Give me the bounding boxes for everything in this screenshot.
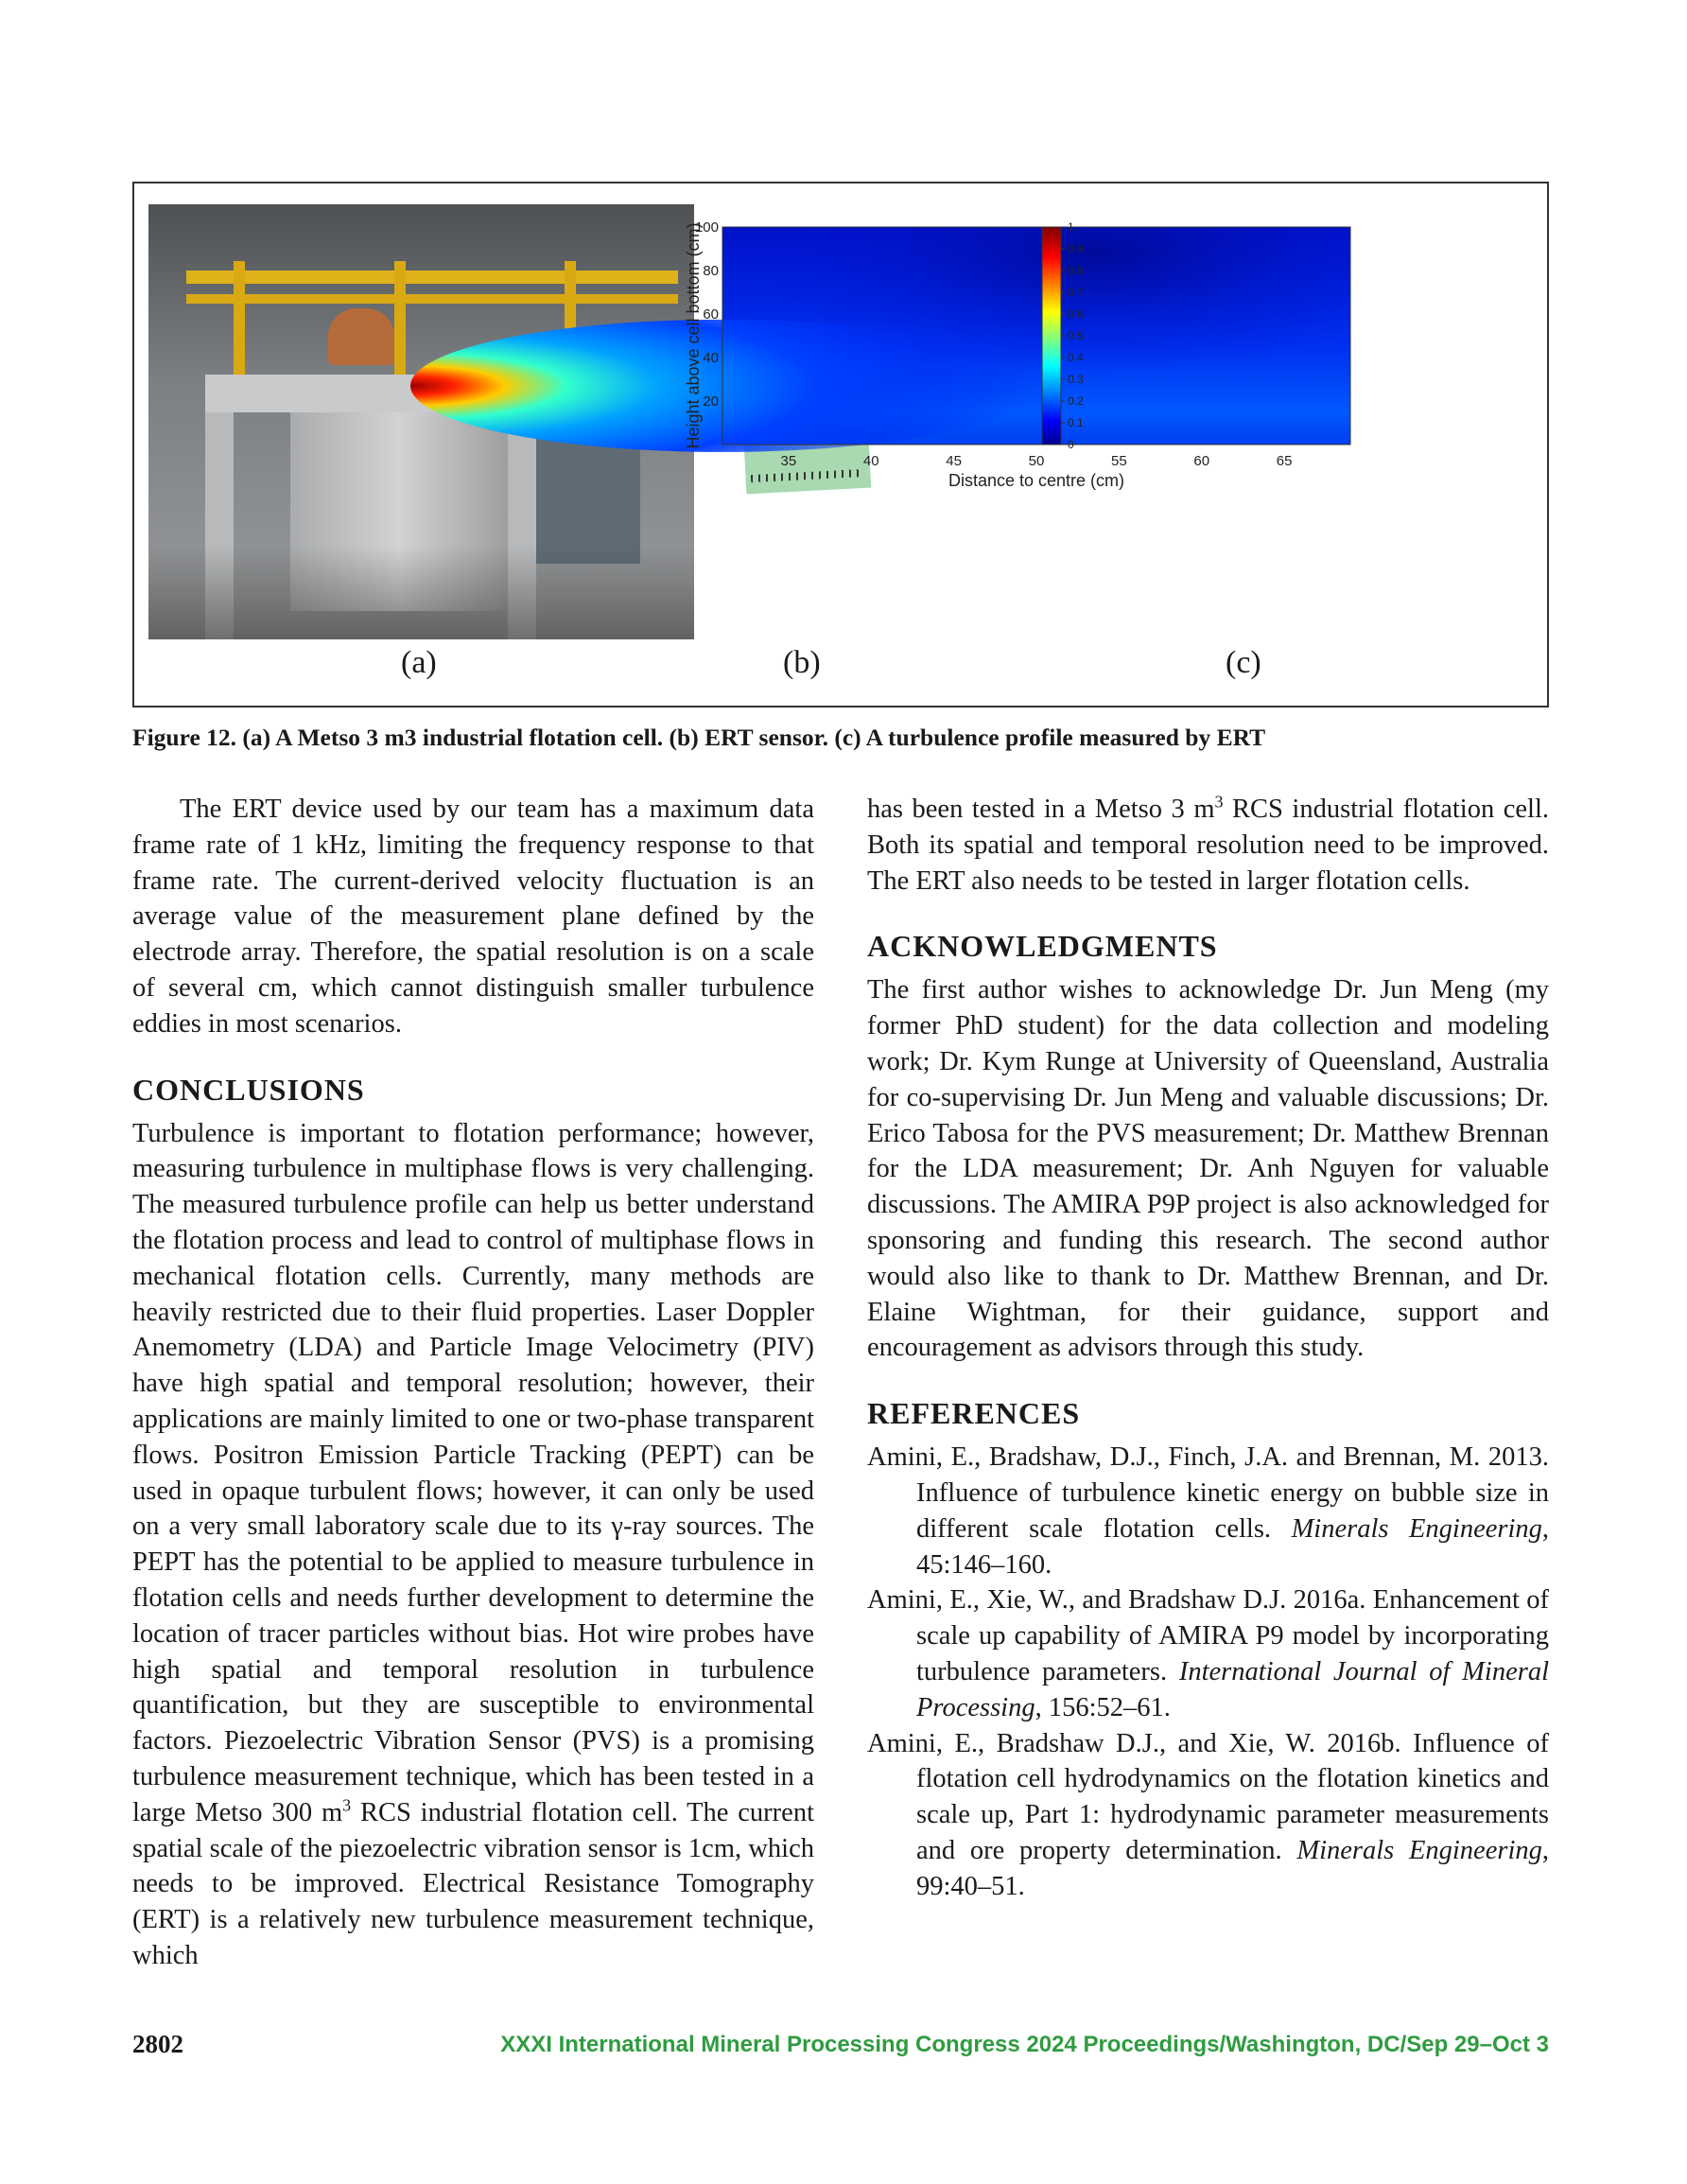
proceedings-footer: XXXI International Mineral Processing Congress 2024 Proceedings/Washington, DC/Sep 29–Oct 3 (500, 2032, 1549, 2057)
reference-item: Amini, E., Bradshaw, D.J., Finch, J.A. and Brennan, M. 2013. Influence of turbulence kinetic energy on bubble size in different scale flotation cells. Minerals Engineering, 45:146–160. (867, 1442, 1550, 1580)
conclusions-paragraph: Turbulence is important to flotation performance; however, measuring turbulence in multiphase flows is very challenging. The measured turbulence profile can help us better understand the flotation process and lead to control of multiphase flows in mechanical flotation cells. Currently, many methods are heavily restricted due to their fluid properties. Laser Doppler Anemometry (LDA) and Particle Image Velocimetry (PIV) have high spatial and temporal resolution; however, their applications are mainly limited to one or two-phase transparent flows. Positron Emission Particle Tracking (PEPT) can be used in opaque turbulent flows; however, it can only be used on a very small laboratory scale due to its γ-ray sources. The PEPT has the potential to be applied to measure turbulence in flotation cells and needs further development to determine the location of tracer particles without bias. Hot wire probes have high spatial and temporal resolution in turbulence quantification, but they are susceptible to environmental factors. Piezoelectric Vibration Sensor (PVS) is a promising turbulence measurement technique, which has been tested in a large Metso 300 $m^3$ RCS industrial flotation cell. The current spatial scale of the piezoelectric vibration sensor is 1cm, which needs to be improved. Electrical Resistance Tomography (ERT) is a relatively new turbulence measurement technique, which (132, 1118, 814, 1970)
y-axis-label: Height above cell bottom (cm) (684, 222, 703, 449)
colorbar-tick-label: 0.3 (1068, 373, 1084, 386)
colorbar-tick-label: 0 (1068, 438, 1074, 451)
panel-c-label: (c) (1226, 645, 1261, 680)
x-tick-label: 35 (780, 453, 797, 469)
colorbar (1042, 227, 1061, 445)
acknowledgments-heading: ACKNOWLEDGMENTS (867, 929, 1218, 964)
turbulence-heatmap (134, 183, 1547, 706)
x-tick-label: 45 (946, 453, 962, 469)
panel-b-label: (b) (783, 645, 821, 680)
colorbar-tick-label: 0.2 (1068, 394, 1084, 408)
x-tick-label: 60 (1193, 453, 1210, 469)
colorbar-tick-label: 1 (1068, 220, 1074, 234)
panel-a-label: (a) (401, 645, 437, 680)
conclusions-heading: CONCLUSIONS (132, 1072, 365, 1107)
figure-caption: Figure 12. (a) A Metso 3 m3 industrial flotation cell. (b) ERT sensor. (c) A turbulence profile measured by ERT (132, 724, 1266, 751)
colorbar-tick-label: 0.1 (1068, 416, 1084, 429)
reference-item: Amini, E., Xie, W., and Bradshaw D.J. 2016a. Enhancement of scale up capability of AMIRA P9 model by incorporating turbulence parameters. International Journal of Mineral Processing, 156:52–61. (867, 1585, 1549, 1722)
y-tick-label: 20 (703, 393, 719, 410)
continued-paragraph: has been tested in a Metso 3 $m^3$ RCS industrial flotation cell. Both its spatial and temporal resolution need to be improved. The ERT also needs to be tested in larger flotation cells. (867, 792, 1549, 896)
x-tick-label: 65 (1276, 453, 1293, 469)
y-tick-label: 40 (703, 350, 719, 366)
y-tick-label: 60 (703, 306, 719, 323)
references-heading: REFERENCES (867, 1396, 1081, 1431)
x-tick-label: 50 (1028, 453, 1045, 469)
colorbar-tick-label: 0.8 (1068, 264, 1084, 277)
y-tick-label: 100 (694, 219, 719, 236)
colorbar-tick-label: 0.7 (1068, 286, 1084, 299)
right-column (867, 792, 1549, 1905)
acknowledgments-paragraph: The first author wishes to acknowledge Dr. Jun Meng (my former PhD student) for the data collection and modeling work; Dr. Kym Runge at University of Queensland, Australia for co-supervising Dr. Jun Meng and valuable discussions; Dr. Erico Tabosa for the PVS measurement; Dr. Matthew Brennan for the LDA measurement; Dr. Anh Nguyen for valuable discussions. The AMIRA P9P project is also acknowledged for sponsoring and funding this research. The second author would also like to thank to Dr. Matthew Brennan, and Dr. Elaine Wightman, for their guidance, support and encouragement as advisors through this study. (867, 975, 1549, 1363)
reference-list (867, 1440, 1549, 1904)
colorbar-tick-label: 0.4 (1068, 351, 1084, 364)
ert-paragraph: The ERT device used by our team has a maximum data frame rate of 1 kHz, limiting the frequency response to that frame rate. The current-derived velocity fluctuation is an average value of the measurement plane defined by the electrode array. Therefore, the spatial resolution is on a scale of several cm, which cannot distinguish smaller turbulence eddies in most scenarios. (132, 795, 814, 1039)
x-tick-label: 40 (862, 453, 879, 469)
x-tick-label: 55 (1111, 453, 1127, 469)
heatmap-plot-area (410, 227, 1350, 452)
x-axis-label: Distance to centre (cm) (948, 471, 1125, 490)
reference-item: Amini, E., Bradshaw D.J., and Xie, W. 2016b. Influence of flotation cell hydrodynamics on the flotation kinetics and scale up, Part 1: hydrodynamic parameter measurements and ore property determination. Minerals Engineering, 99:40–51. (867, 1728, 1549, 1901)
y-tick-label: 80 (703, 263, 719, 279)
left-column (132, 792, 814, 1974)
colorbar-tick-label: 0.5 (1068, 329, 1084, 342)
colorbar-tick-label: 0.9 (1068, 242, 1084, 255)
colorbar-tick-label: 0.6 (1068, 307, 1084, 321)
figure-12 (132, 182, 1549, 708)
page-number: 2802 (132, 2030, 183, 2058)
